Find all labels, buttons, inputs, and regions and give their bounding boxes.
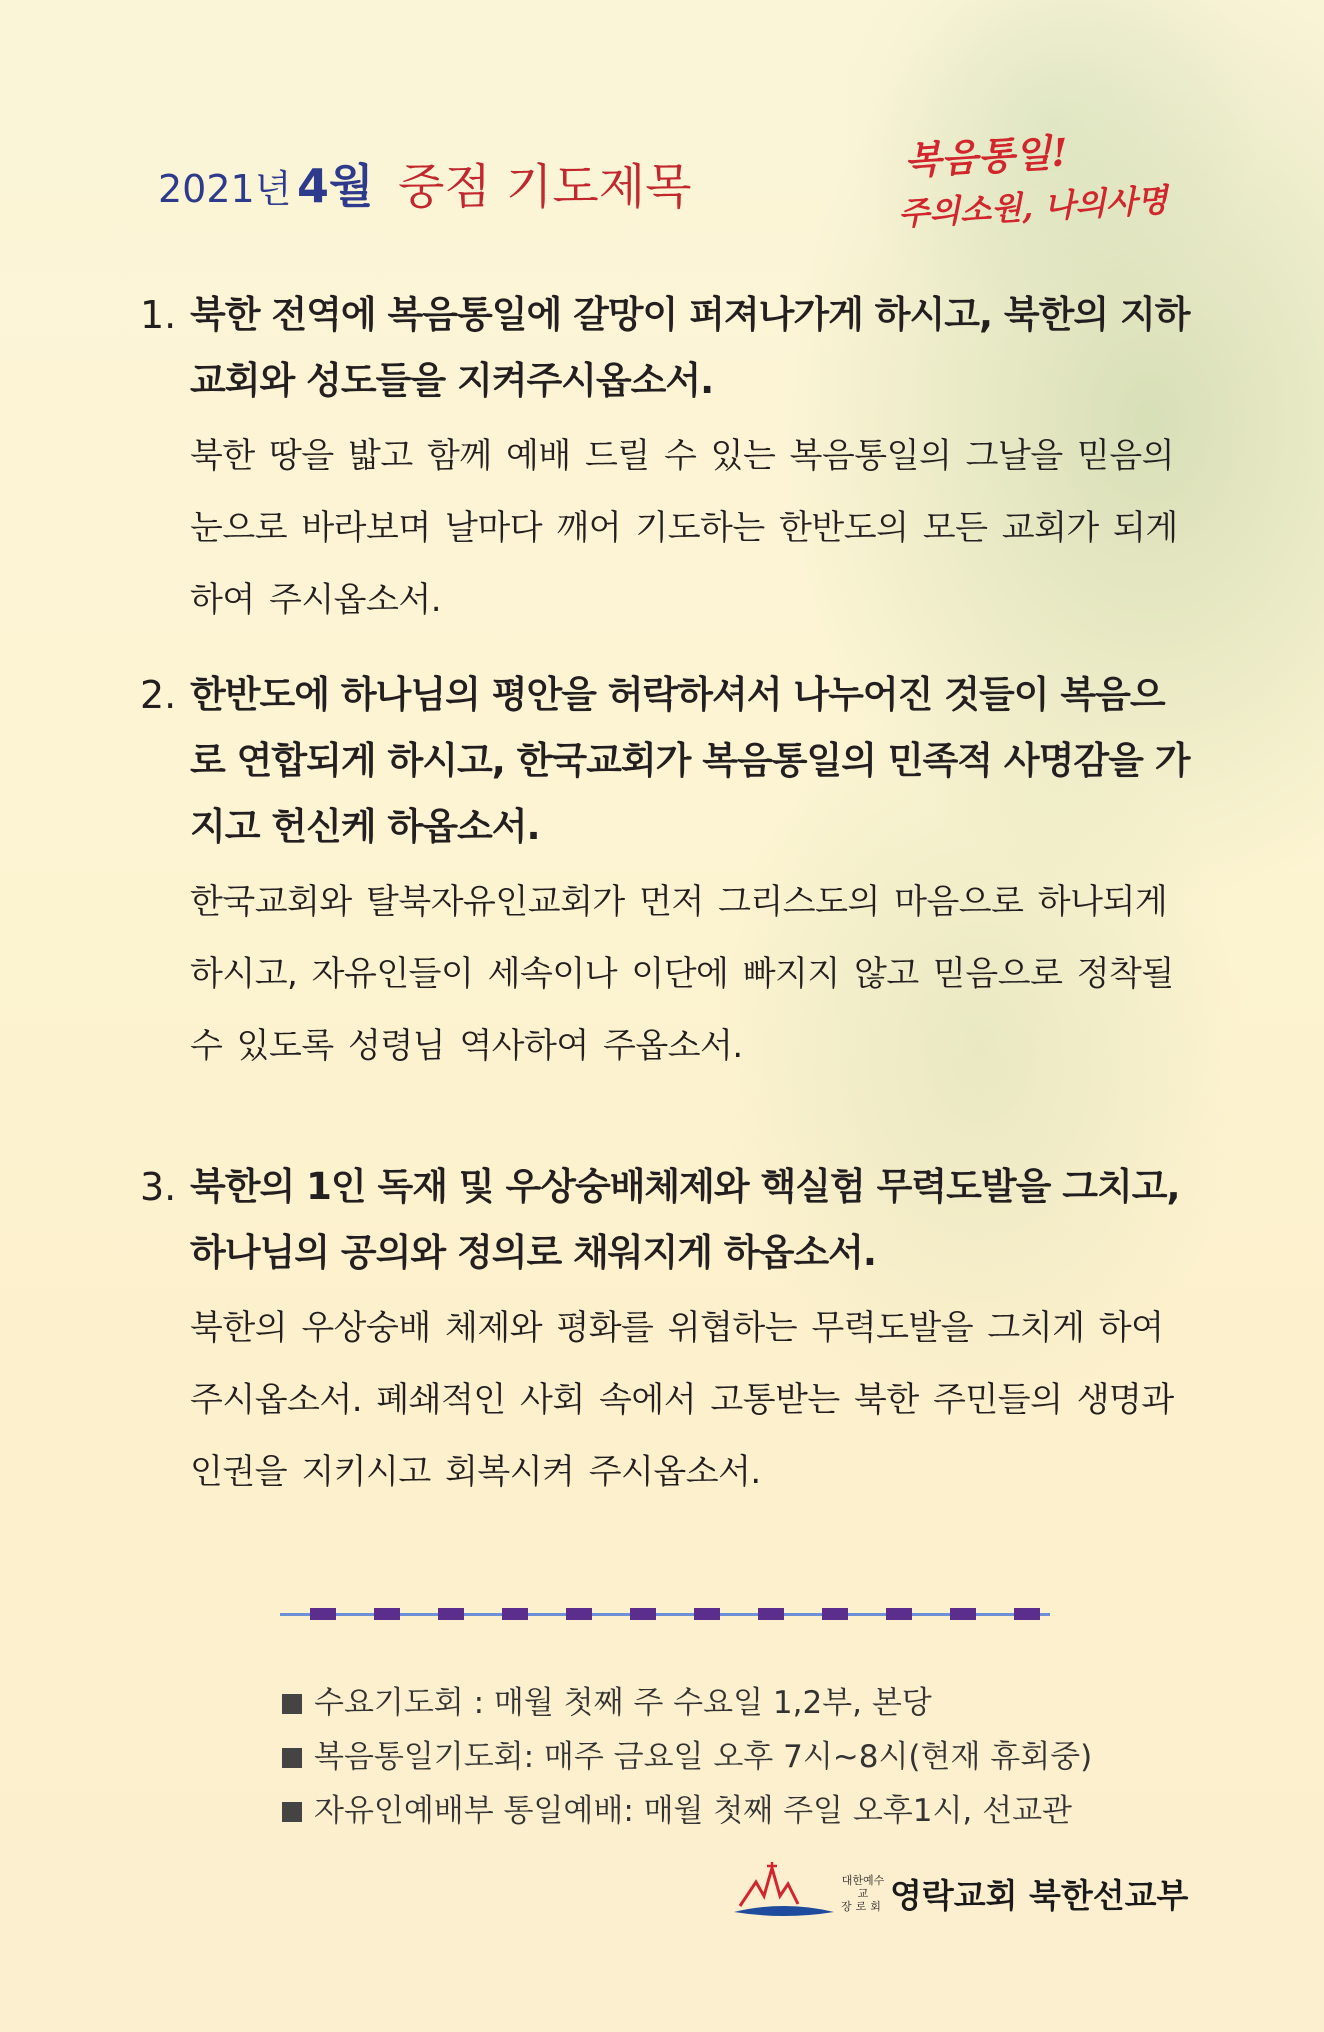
- schedule-note: [282, 1730, 1092, 1784]
- prayer-item-text: 북한 땅을 밟고 함께 예배 드릴 수 있는 복음통일의 그날을 믿음의 눈으로 바라보며 날마다 깨어 기도하는 한반도의 모든 교회가 되게 하여 주시옵소서.: [190, 436, 1178, 620]
- divider-mark: [694, 1608, 720, 1620]
- section-divider: [280, 1604, 1050, 1624]
- slogan: [897, 122, 1204, 233]
- prayer-item-title: 북한의 1인 독재 및 우상숭배체제와 핵실험 무력도발을 그치고, 하나님의 공의와 정의로 채워지게 하옵소서.: [190, 1165, 1180, 1274]
- divider-mark: [630, 1608, 656, 1620]
- prayer-list: [140, 282, 1200, 1508]
- organization-name: 영락교회 북한선교부: [890, 1876, 1189, 1915]
- bullet-square-icon: [282, 1748, 302, 1768]
- divider-mark: [886, 1608, 912, 1620]
- slogan-line-2: 주의소원, 나의사명: [897, 180, 1169, 233]
- divider-mark: [758, 1608, 784, 1620]
- schedule-note-text: 수요기도회 : 매월 첫째 주 수요일 1,2부, 본당: [314, 1685, 932, 1721]
- denomination-label: 대한예수교 장로회: [841, 1874, 885, 1913]
- divider-mark: [310, 1608, 336, 1620]
- prayer-item-3: [140, 1154, 1200, 1508]
- divider-mark: [950, 1608, 976, 1620]
- prayer-item-title: 한반도에 하나님의 평안을 허락하셔서 나누어진 것들이 복음으로 연합되게 하시고, 한국교회가 복음통일의 민족적 사명감을 가지고 헌신케 하옵소서.: [190, 673, 1190, 848]
- schedule-note: [282, 1676, 1092, 1730]
- prayer-item-text: 북한의 우상숭배 체제와 평화를 위협하는 무력도발을 그치게 하여 주시옵소서. 폐쇄적인 사회 속에서 고통받는 북한 주민들의 생명과 인권을 지키시고 회복시켜 주시옵소서.: [190, 1308, 1174, 1492]
- prayer-item-title: 북한 전역에 복음통일에 갈망이 퍼져나가게 하시고, 북한의 지하 교회와 성도들을 지켜주시옵소서.: [190, 293, 1190, 402]
- slogan-line-1: 복음통일!: [903, 129, 1069, 183]
- church-logo: [734, 1860, 1214, 1930]
- schedule-note: [282, 1784, 1092, 1838]
- schedule-note-text: 복음통일기도회: 매주 금요일 오후 7시~8시(현재 휴회중): [314, 1739, 1093, 1775]
- bullet-square-icon: [282, 1802, 302, 1822]
- divider-mark: [566, 1608, 592, 1620]
- bullet-square-icon: [282, 1694, 302, 1714]
- title-year: 2021년: [158, 167, 292, 211]
- prayer-item-text: 한국교회와 탈북자유인교회가 먼저 그리스도의 마음으로 하나되게 하시고, 자유인들이 세속이나 이단에 빠지지 않고 믿음으로 정착될 수 있도록 성령님 역사하여 주옵소서.: [190, 882, 1174, 1066]
- title-month: 4월: [297, 159, 374, 213]
- divider-mark: [502, 1608, 528, 1620]
- prayer-item-1: [140, 282, 1200, 662]
- divider-mark: [374, 1608, 400, 1620]
- divider-mark: [438, 1608, 464, 1620]
- divider-mark: [822, 1608, 848, 1620]
- prayer-item-2: [140, 662, 1200, 1154]
- schedule-notes: [282, 1676, 1092, 1838]
- church-emblem-icon: [734, 1860, 834, 1924]
- schedule-note-text: 자유인예배부 통일예배: 매월 첫째 주일 오후1시, 선교관: [314, 1793, 1072, 1829]
- prayer-item-number: 1.: [140, 293, 177, 337]
- page-title: 중점 기도제목: [398, 159, 692, 215]
- title-date: [158, 150, 373, 216]
- prayer-item-number: 3.: [140, 1165, 177, 1209]
- prayer-item-number: 2.: [140, 673, 177, 717]
- divider-mark: [1014, 1608, 1040, 1620]
